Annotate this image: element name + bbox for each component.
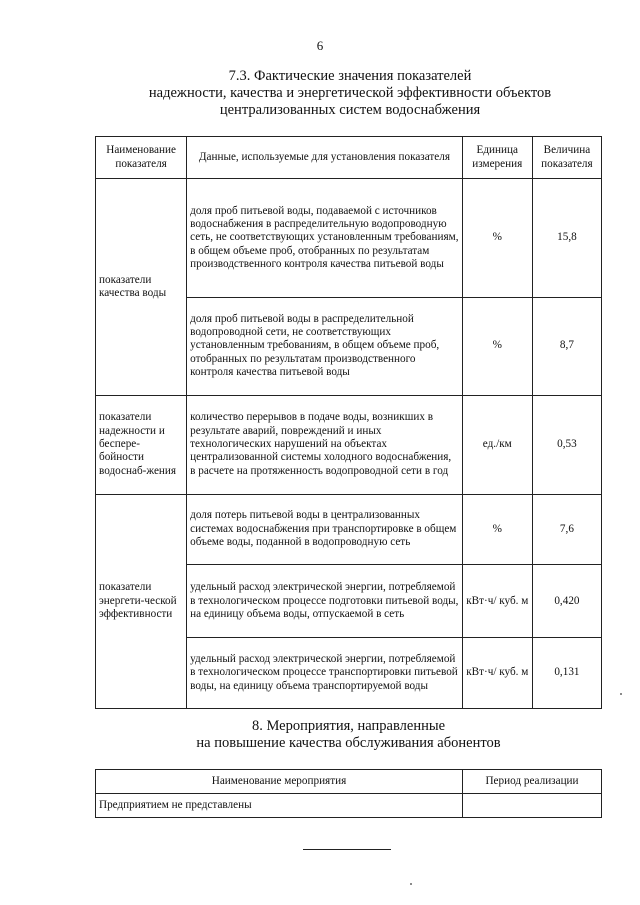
indicators-table [95,136,602,709]
section-7-title-line-1: 7.3. Фактические значения показателей [228,68,472,84]
section-8-title [95,718,602,752]
row-unit: % [462,494,532,565]
row-unit: % [462,179,532,297]
row-unit: кВт·ч/ куб. м [462,638,532,709]
measures-header-row [96,770,602,794]
section-8-title-line-1: 8. Мероприятия, направленные [251,718,446,734]
row-unit: кВт·ч/ куб. м [462,565,532,638]
table-row [96,179,602,297]
header-unit: Единица измерения [462,137,532,179]
header-measure-name: Наименование мероприятия [96,770,463,794]
row-value: 0,420 [532,565,601,638]
section-7-title [60,68,640,119]
row-data-text: удельный расход электрической энергии, потребляемой в технологическом процессе подготовки питьевой воды, на единицу объема воды, отпускаемой в сеть [187,565,463,638]
group-quality-label: показатели качества воды [96,179,187,395]
row-value: 0,53 [532,395,601,494]
header-data-used: Данные, используемые для установления показателя [187,137,463,179]
row-data-text: удельный расход электрической энергии, потребляемой в технологическом процессе транспортировки питьевой воды, на единицу объема транспортируемой воды [187,638,463,709]
footer-rule [303,849,391,850]
section-7-title-line-3: централизованных систем водоснабжения [219,102,481,118]
row-data-text: доля проб питьевой воды, подаваемой с источников водоснабжения в распределительную водопроводную сеть, не соответствующих установленным требованиям, в общем объеме проб, отобранных по результатам производственного контроля качества питьевой воды [187,179,463,297]
group-reliability-label: показатели надежности и беспере-бойности водоснаб-жения [96,395,187,494]
section-8-title-line-2: на повышение качества обслуживания абонентов [196,735,501,751]
measures-table [95,769,602,818]
row-value: 8,7 [532,297,601,395]
section-7-title-line-2: надежности, качества и энергетической эффективности объектов [148,85,552,101]
row-data-text: доля потерь питьевой воды в централизованных системах водоснабжения при транспортировке в общем объеме воды, поданной в водопроводную сеть [187,494,463,565]
row-unit: % [462,297,532,395]
header-indicator-name: Наименование показателя [96,137,187,179]
header-period: Период реализации [463,770,602,794]
table-header-row [96,137,602,179]
scan-speck [620,693,622,695]
page-number: 6 [316,38,324,53]
row-data-text: количество перерывов в подаче воды, возникших в результате аварий, повреждений и иных технологических нарушений на объектах централизованной системы холодного водоснабжения, в расчете на протяженность водопроводной сети в год [187,395,463,494]
row-value: 0,131 [532,638,601,709]
table-row [96,395,602,494]
measure-period [463,794,602,818]
table-row [96,494,602,565]
scan-speck [410,883,412,885]
measures-row [96,794,602,818]
header-value: Величина показателя [532,137,601,179]
group-energy-label: показатели энергети-ческой эффективности [96,494,187,708]
row-unit: ед./км [462,395,532,494]
row-value: 15,8 [532,179,601,297]
row-value: 7,6 [532,494,601,565]
measure-name: Предприятием не представлены [96,794,463,818]
row-data-text: доля проб питьевой воды в распределительной водопроводной сети, не соответствующих установленным требованиям, в общем объеме проб, отобранных по результатам производственного контроля качества питьевой воды [187,297,463,395]
